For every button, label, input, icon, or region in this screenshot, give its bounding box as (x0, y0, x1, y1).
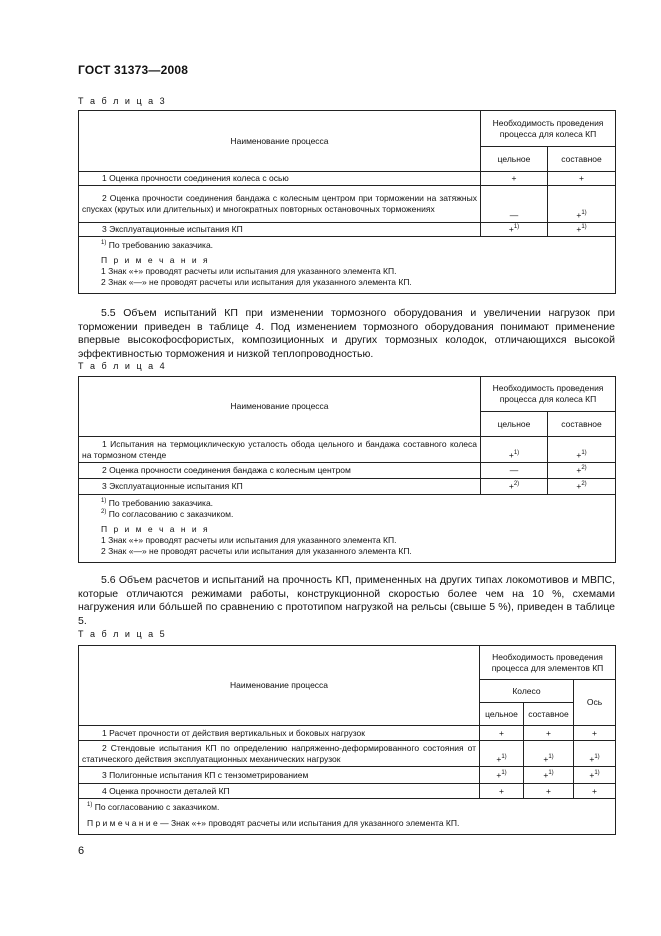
table4 (78, 376, 616, 563)
table3-footnote1: $^{1)}$ По требованию заказчика. (101, 240, 214, 250)
table4-head-need: Необходимость проведения процесса для колеса КП (481, 377, 616, 412)
table4-head-name: Наименование процесса (79, 377, 481, 437)
table4-row1-v1: +$^{1)}$ (481, 437, 548, 463)
table-row (79, 784, 616, 799)
table5-row1-v2: + (524, 726, 574, 741)
table4-row2-name: 2 Оценка прочности соединения бандажа с колесным центром (79, 463, 481, 479)
page-number: 6 (78, 845, 85, 857)
table5-col-composite: составное (524, 703, 574, 726)
table5-row4-v3: + (574, 784, 616, 799)
table5 (78, 645, 616, 835)
table5-notes (79, 799, 616, 835)
table3-col-composite: составное (548, 147, 616, 172)
table-row (79, 726, 616, 741)
table5-row2-v1: +$^{1)}$ (480, 741, 524, 767)
table3-row2-name: 2 Оценка прочности соединения бандажа с колесным центром при торможении на затяжных спусках (крутых или длительных) и многократных повторных остановочных торможениях (79, 186, 481, 223)
table4-row2-v1: — (481, 463, 548, 479)
table4-row3-v2: +$^{2)}$ (548, 479, 616, 495)
table3-row3-name: 3 Эксплуатационные испытания КП (79, 223, 481, 237)
table5-note: П р и м е ч а н и е — Знак «+» проводят расчеты или испытания для указанного элемента КП. (87, 818, 460, 828)
table4-note1: 1 Знак «+» проводят расчеты или испытания для указанного элемента КП. (101, 535, 397, 545)
table5-caption: Т а б л и ц а 5 (78, 629, 167, 639)
table-row (79, 186, 616, 223)
paragraph-5-5: 5.5 Объем испытаний КП при изменении тормозного оборудования и увеличении нагрузок при торможении приведен в таблице 4. Под изменением тормозного оборудования понимают применение впервые высокофосфористых, композиционных и других тормозных колодок, отличающихся высокой эффективностью торможения и низкой теплопроводностью. (78, 307, 615, 360)
table3-row1-name: 1 Оценка прочности соединения колеса с осью (79, 172, 481, 186)
table-row (79, 741, 616, 767)
table4-caption: Т а б л и ц а 4 (78, 361, 167, 371)
table4-row1-name: 1 Испытания на термоциклическую усталость обода цельного и бандажа составного колеса на тормозном стенде (79, 437, 481, 463)
table3-row2-v1: — (481, 186, 548, 223)
document-header: ГОСТ 31373—2008 (78, 63, 189, 77)
table4-note2: 2 Знак «—» не проводят расчеты или испытания для указанного элемента КП. (101, 546, 412, 556)
table-row (79, 172, 616, 186)
table5-row1-v3: + (574, 726, 616, 741)
table5-row4-v1: + (480, 784, 524, 799)
table5-row1-v1: + (480, 726, 524, 741)
table5-row3-v1: +$^{1)}$ (480, 767, 524, 784)
table4-notes (79, 495, 616, 563)
table3-row3-v2: +$^{1)}$ (548, 223, 616, 237)
table4-row2-v2: +$^{2)}$ (548, 463, 616, 479)
table5-row2-v3: +$^{1)}$ (574, 741, 616, 767)
table3-caption: Т а б л и ц а 3 (78, 96, 167, 106)
table-row (79, 479, 616, 495)
table3-row1-v2: + (548, 172, 616, 186)
table4-row3-name: 3 Эксплуатационные испытания КП (79, 479, 481, 495)
table5-row1-name: 1 Расчет прочности от действия вертикальных и боковых нагрузок (79, 726, 480, 741)
table-row (79, 463, 616, 479)
table-row (79, 437, 616, 463)
table5-head-need: Необходимость проведения процесса для элементов КП (480, 646, 616, 680)
table3-head-name: Наименование процесса (79, 111, 481, 172)
table5-row4-v2: + (524, 784, 574, 799)
table5-row3-v3: +$^{1)}$ (574, 767, 616, 784)
table-row (79, 223, 616, 237)
table3-notes-title: П р и м е ч а н и я (101, 255, 210, 265)
table3-notes (79, 237, 616, 294)
table4-col-composite: составное (548, 412, 616, 437)
table5-col-axle: Ось (574, 680, 616, 726)
table5-footnote1: $^{1)}$ По согласованию с заказчиком. (87, 802, 220, 812)
table5-row2-name: 2 Стендовые испытания КП по определению напряженно-деформированного состояния от статического действия эксплуатационных механических нагрузок (79, 741, 480, 767)
table4-footnote2: $^{2)}$ По согласованию с заказчиком. (101, 509, 234, 519)
table3-row2-v2: +$^{1)}$ (548, 186, 616, 223)
table4-footnote1: $^{1)}$ По требованию заказчика. (101, 498, 214, 508)
paragraph-5-6: 5.6 Объем расчетов и испытаний на прочность КП, примененных на других типах локомотивов и МВПС, которые отличаются режимами работы, конструкционной скоростью более чем на 10 %, схемами нагружения или бóльшей по сравнению с прототипом нагрузкой на рельсы (свыше 5 %), приведен в таблице 5. (78, 574, 615, 627)
table3-row1-v1: + (481, 172, 548, 186)
table5-head-wheel: Колесо (480, 680, 574, 703)
table5-head-name: Наименование процесса (79, 646, 480, 726)
table3-note2: 2 Знак «—» не проводят расчеты или испытания для указанного элемента КП. (101, 277, 412, 287)
table4-row1-v2: +$^{1)}$ (548, 437, 616, 463)
table4-row3-v1: +$^{2)}$ (481, 479, 548, 495)
table4-notes-title: П р и м е ч а н и я (101, 524, 210, 534)
table5-row2-v2: +$^{1)}$ (524, 741, 574, 767)
table3-row3-v1: +$^{1)}$ (481, 223, 548, 237)
table5-row3-v2: +$^{1)}$ (524, 767, 574, 784)
table3-col-solid: цельное (481, 147, 548, 172)
table3-note1: 1 Знак «+» проводят расчеты или испытания для указанного элемента КП. (101, 266, 397, 276)
table4-col-solid: цельное (481, 412, 548, 437)
table5-row4-name: 4 Оценка прочности деталей КП (79, 784, 480, 799)
table3 (78, 110, 616, 294)
table3-head-need: Необходимость проведения процесса для колеса КП (481, 111, 616, 147)
table5-col-solid: цельное (480, 703, 524, 726)
table-row (79, 767, 616, 784)
table5-row3-name: 3 Полигонные испытания КП с тензометрированием (79, 767, 480, 784)
